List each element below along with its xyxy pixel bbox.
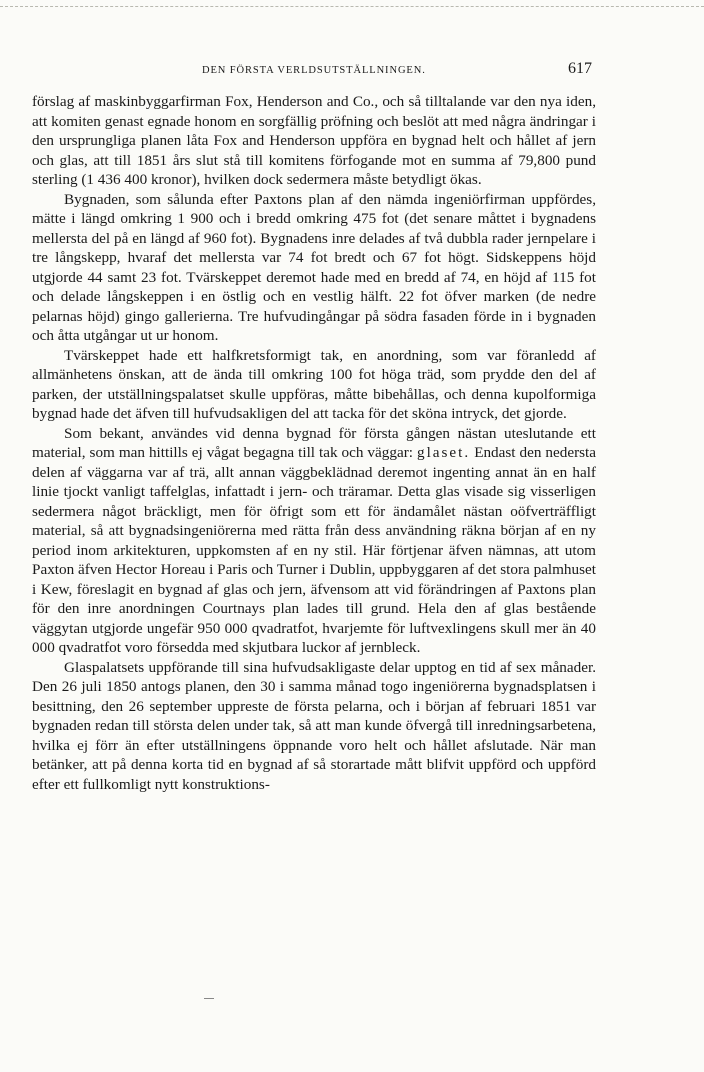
paragraph-5: Glaspalatsets uppförande till sina hufvudsakligaste delar upptog en tid af sex månader. Den 26 juli 1850 antogs planen, den 30 i samma månad togo ingeniörerna bygnadsplatsen i besittning, den 26 september uppreste de första pelarna, och i början af februari 1851 var bygnaden redan till största delen under tak, så att man kunde öfvergå till inredningsarbetena, hvilka ej förr än efter utställningens öppnande voro helt och hållet afslutade. När man betänker, att på denna korta tid en bygnad af så storartade mått blifvit uppförd och uppförd efter ett fullkomligt nytt konstruktions- bbox=[32, 658, 596, 793]
paragraph-1: förslag af maskinbyggarfirman Fox, Henderson and Co., och så tilltalande var den nya iden, att komiten genast egnade honom en sorgfällig pröfning och beslöt att med några ändringar i den ursprungliga planen låta Fox and Henderson uppföra en bygnad helt och hållet af jern och glas, att till 1851 års slut stå till komitens förfogande mot en summa af 79,800 pund sterling (1 436 400 kronor), hvilken dock sedermera måste betydligt ökas. bbox=[32, 93, 596, 188]
paragraph-3: Tvärskeppet hade ett halfkretsformigt tak, en anordning, som var föranledd af allmänhetens önskan, att de ända till omkring 100 fot höga träd, som prydde den del af parken, der utställningspalatset skulle uppföras, måtte bibehållas, och denna kupolformiga bygnad hade det äfven till hufvudsakligen del att tacka för det sköna intryck, det gjorde. bbox=[32, 346, 596, 422]
top-dashed-rule bbox=[0, 6, 704, 8]
footer-mark bbox=[204, 998, 214, 999]
paragraph-4-rest: Endast den nedersta delen af väggarna var af trä, allt annan väggbeklädnad deremot ingenting annat än en half linie tjockt vanligt taffelglas, infattadt i jern- och träramar. Detta glas visade sig visserligen sedermera något bräckligt, men för öfrigt som ett för ändamålet nästan oöfverträffligt material, så att bygnadsingeniörerna med rätta från dess användning räkna början af en ny period inom arkitekturen, uppkomsten af en ny stil. Här förtjenar äfven nämnas, att utom Paxton äfven Hector Horeau i Paris och Turner i Dublin, uppbyggaren af det stora palmhuset i Kew, föreslagit en bygnad af glas och jern, äfvensom att vid förändringen af Paxtons plan för den inre anordningen Courtnays plan lades till grund. Hela den af glas bestående väggytan utgjorde ungefär 950 000 qvadratfot, hvarjemte för luftvexlingens skull mer än 40 000 qvadratfot voro försedda med skjutbara luckor af jernbleck. bbox=[32, 444, 597, 656]
page-number: 617 bbox=[568, 60, 592, 77]
paragraph-4 bbox=[32, 424, 596, 658]
running-title: DEN FÖRSTA VERLDSUTSTÄLLNINGEN. bbox=[202, 65, 426, 76]
body-text bbox=[32, 92, 596, 794]
emphasized-word-glaset: glaset. bbox=[416, 444, 471, 461]
paragraph-2: Bygnaden, som sålunda efter Paxtons plan af den nämda ingeniörfirman uppfördes, mätte i längd omkring 1 900 och i bredd omkring 475 fot (det senare måttet i bygnadens mellersta del på en längd af 960 fot). Bygnadens inre delades af två dubbla rader jernpelare i tre långskepp, hvaraf det mellersta var 74 fot bredt och 67 fot högt. Sidskeppens höjd utgjorde 44 samt 23 fot. Tvärskeppet deremot hade med en bredd af 74, en höjd af 115 fot och delade långskeppen i en östlig och en vestlig hälft. 22 fot öfver marken (de nedre pelarnas höjd) gingo gallerierna. Tre hufvudingångar på södra fasaden förde in i bygnaden och åtta utgångar ut ur honom. bbox=[32, 190, 596, 344]
paragraph-4-lead: Som bekant, användes vid denna bygnad för första gången nästan uteslutande ett material, som man hittills ej vågat begagna till tak och väggar: bbox=[32, 424, 596, 461]
page-header bbox=[32, 60, 592, 80]
